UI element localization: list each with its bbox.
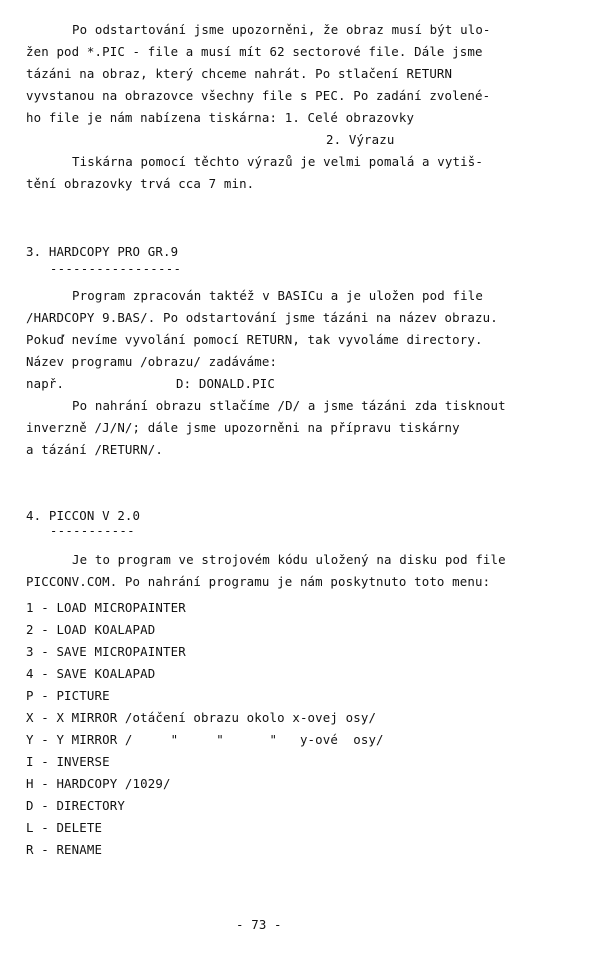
list-item: P - PICTURE — [26, 688, 110, 703]
heading-underline: ----------------- — [50, 262, 182, 276]
text-line: tázáni na obraz, který chceme nahrát. Po stlačení RETURN — [26, 66, 453, 81]
section-heading: 4. PICCON V 2.0 — [26, 508, 141, 523]
text-line: žen pod *.PIC - file a musí mít 62 sectorové file. Dále jsme — [26, 44, 483, 59]
list-item: I - INVERSE — [26, 754, 110, 769]
text-line: tění obrazovky trvá cca 7 min. — [26, 176, 255, 191]
list-item: H - HARDCOPY /1029/ — [26, 776, 171, 791]
list-item: X - X MIRROR /otáčení obrazu okolo x-ovej osy/ — [26, 710, 377, 725]
list-item: 3 - SAVE MICROPAINTER — [26, 644, 186, 659]
text-line: Pokuď nevíme vyvolání pomocí RETURN, tak vyvoláme directory. — [26, 332, 483, 347]
list-item: 2 - LOAD KOALAPAD — [26, 622, 156, 637]
text-line: D: DONALD.PIC — [176, 376, 275, 391]
section-heading: 3. HARDCOPY PRO GR.9 — [26, 244, 179, 259]
text-line: ho file je nám nabízena tiskárna: 1. Celé obrazovky — [26, 110, 415, 125]
text-line: Je to program ve strojovém kódu uložený na disku pod file — [72, 552, 506, 567]
text-line: 2. Výrazu — [326, 132, 395, 147]
list-item: Y - Y MIRROR / " " " y-ové osy/ — [26, 732, 384, 747]
text-line: Tiskárna pomocí těchto výrazů je velmi pomalá a vytiš- — [72, 154, 483, 169]
text-line: a tázání /RETURN/. — [26, 442, 163, 457]
list-item: 4 - SAVE KOALAPAD — [26, 666, 156, 681]
text-line: PICCONV.COM. Po nahrání programu je nám poskytnuto toto menu: — [26, 574, 491, 589]
page-number: - 73 - — [236, 917, 282, 932]
text-line: /HARDCOPY 9.BAS/. Po odstartování jsme tázáni na název obrazu. — [26, 310, 498, 325]
text-line: inverzně /J/N/; dále jsme upozorněni na přípravu tiskárny — [26, 420, 460, 435]
list-item: L - DELETE — [26, 820, 103, 835]
text-line: Program zpracován taktéž v BASICu a je uložen pod file — [72, 288, 483, 303]
list-item: D - DIRECTORY — [26, 798, 125, 813]
text-line: Název programu /obrazu/ zadáváme: — [26, 354, 278, 369]
text-line: Po odstartování jsme upozorněni, že obraz musí být ulo- — [72, 22, 491, 37]
text-line: Po nahrání obrazu stlačíme /D/ a jsme tázáni zda tisknout — [72, 398, 506, 413]
text-line: vyvstanou na obrazovce všechny file s PEC. Po zadání zvolené- — [26, 88, 491, 103]
heading-underline: ----------- — [50, 524, 135, 538]
list-item: R - RENAME — [26, 842, 103, 857]
text-line: např. — [26, 376, 65, 391]
list-item: 1 - LOAD MICROPAINTER — [26, 600, 186, 615]
